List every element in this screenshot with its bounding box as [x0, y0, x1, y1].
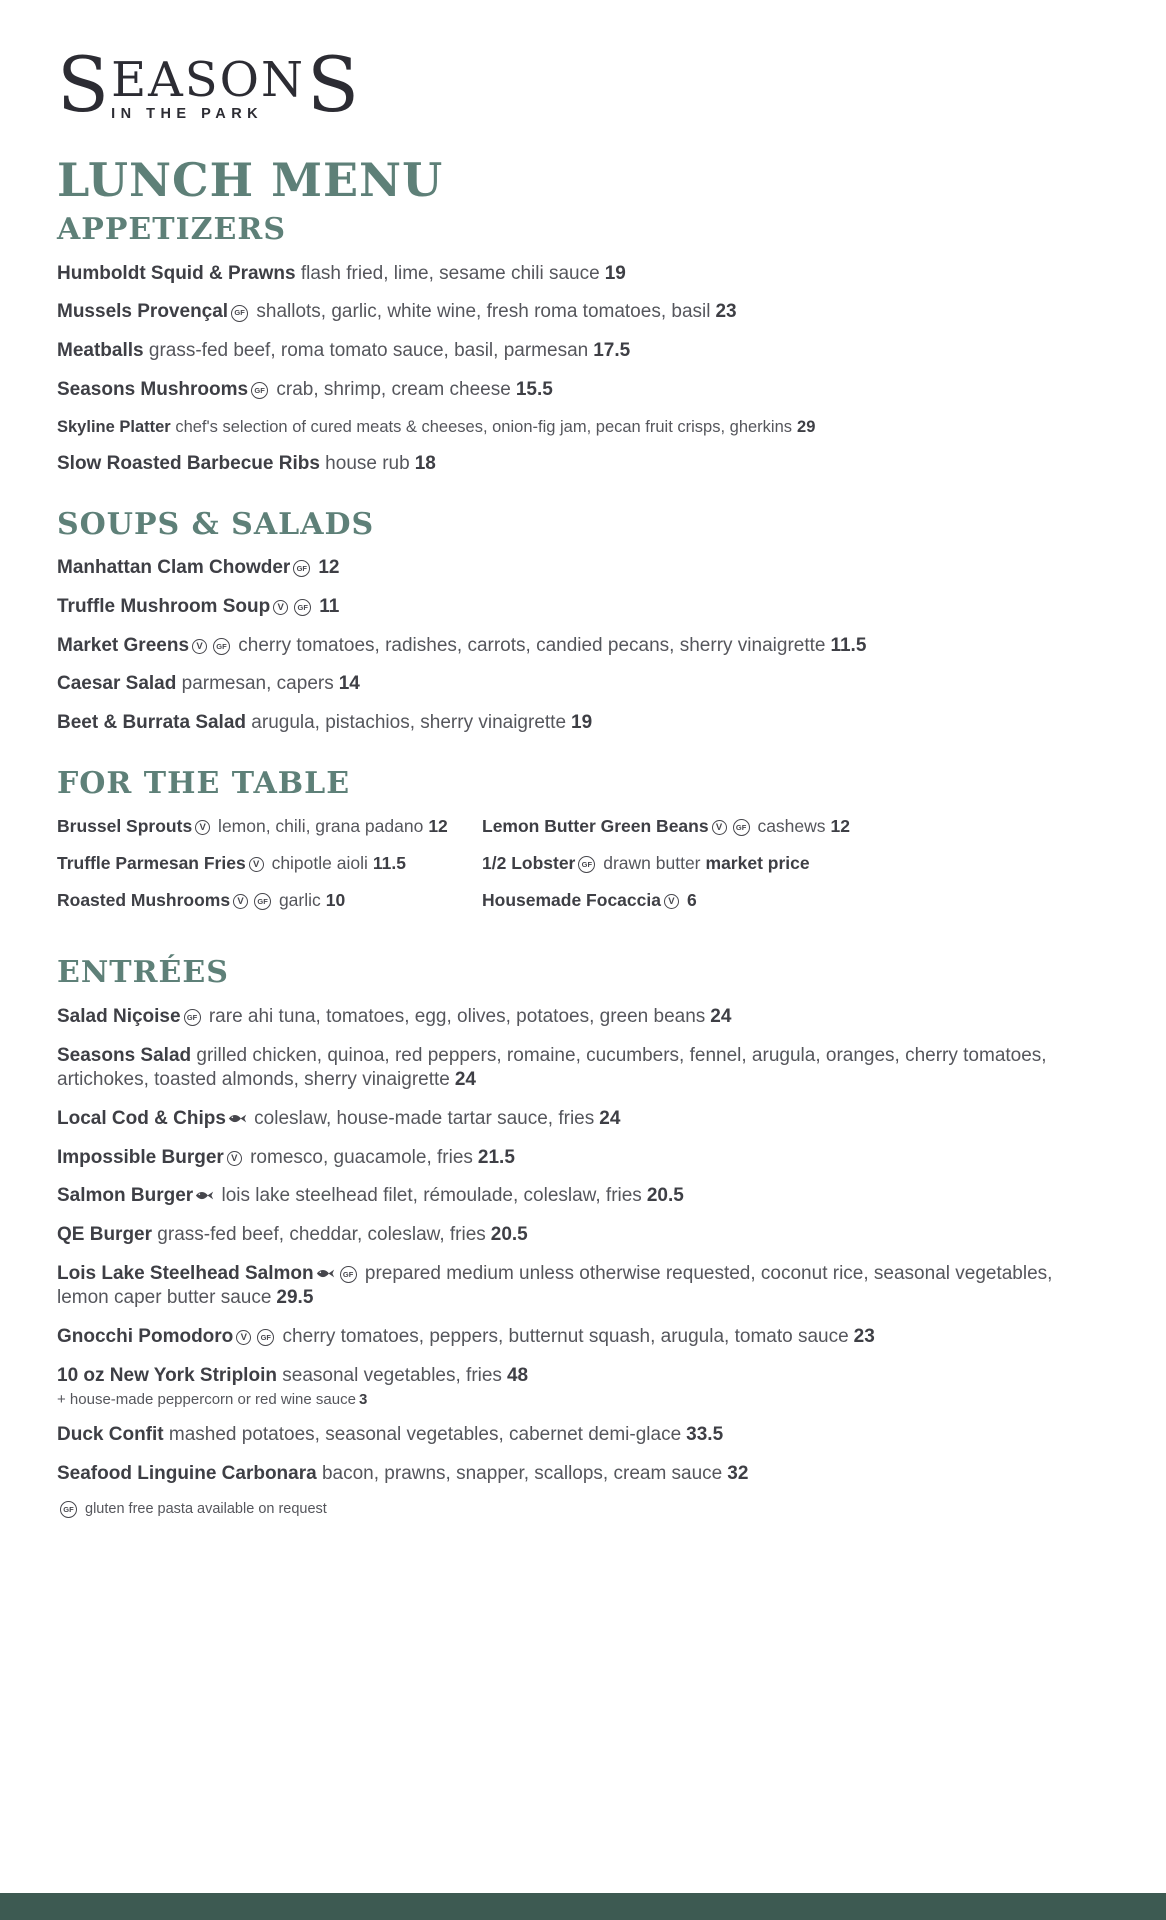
menu-item [57, 1044, 1109, 1093]
item-description: crab, shrimp, cream cheese [271, 378, 511, 400]
section-title: ENTRÉES [57, 955, 229, 991]
item-description: lemon, chili, grana padano [213, 816, 424, 837]
menu-item [57, 1325, 1109, 1350]
item-description: prepared medium unless otherwise requested, coconut rice, seasonal vegetables, lemon caper butter sauce [57, 1262, 1053, 1309]
item-price: 48 [506, 1364, 529, 1386]
item-name: Beet & Burrata Salad [57, 711, 247, 733]
item-price: 12 [830, 816, 850, 837]
menu-item [57, 852, 482, 875]
restaurant-logo [57, 40, 1109, 129]
item-price: 24 [454, 1069, 476, 1091]
item-price: 11 [319, 595, 340, 617]
menu-item [57, 378, 1109, 403]
section-title: FOR THE TABLE [57, 765, 351, 801]
menu-item [57, 711, 1109, 736]
item-note: + house-made peppercorn or red wine sauce 3 [57, 1391, 368, 1409]
item-description: parmesan, capers [176, 673, 334, 695]
item-description: flash fried, lime, sesame chili sauce [295, 262, 600, 284]
item-name: Duck Confit [57, 1424, 164, 1446]
item-description: seasonal vegetables, fries [276, 1364, 502, 1386]
menu-item [57, 300, 1109, 325]
item-name: Manhattan Clam Chowder [57, 557, 291, 579]
item-name: Mussels Provençal [57, 301, 229, 323]
item-name: Local Cod & Chips [57, 1107, 226, 1129]
menu-item [57, 889, 482, 912]
footer-bar [0, 1893, 1166, 1920]
section-items [57, 262, 1109, 477]
item-name: Seasons Salad [57, 1044, 192, 1066]
gluten-free-icon: GF [733, 819, 750, 836]
item-name: Impossible Burger [57, 1146, 224, 1168]
menu-section [57, 765, 1109, 926]
menu-item [57, 1005, 1109, 1030]
menu-section [57, 957, 1109, 1517]
gluten-free-icon: GF [293, 560, 310, 577]
menu-item [57, 1423, 1109, 1448]
item-name: Seafood Linguine Carbonara [57, 1463, 317, 1485]
item-price: 21.5 [477, 1146, 515, 1168]
item-name: Lois Lake Steelhead Salmon [57, 1262, 314, 1284]
item-price: 11.5 [830, 634, 867, 656]
item-price: 29 [797, 417, 816, 436]
menu-section [57, 214, 1109, 476]
vegetarian-icon: V [273, 600, 288, 615]
item-description: drawn butter [598, 852, 701, 873]
gluten-free-icon: GF [60, 1501, 77, 1518]
menu-item [482, 815, 1109, 838]
menu-item [57, 1223, 1109, 1248]
item-description: bacon, prawns, snapper, scallops, cream sauce [316, 1463, 723, 1485]
item-price: 20.5 [646, 1185, 684, 1207]
item-name: Salad Niçoise [57, 1005, 181, 1027]
item-name: Humboldt Squid & Prawns [57, 262, 296, 284]
menu-item [57, 672, 1109, 697]
item-name: Salmon Burger [57, 1185, 194, 1207]
item-description: garlic [274, 889, 321, 910]
item-name: Lemon Butter Green Beans [482, 816, 709, 837]
menu-item [57, 417, 1109, 438]
item-price: 33.5 [686, 1424, 724, 1446]
item-name: Roasted Mushrooms [57, 889, 231, 910]
item-description: romesco, guacamole, fries [244, 1146, 473, 1168]
menu-item [482, 889, 1109, 912]
menu-item [57, 815, 482, 838]
gluten-free-icon: GF [578, 856, 595, 873]
item-description: cherry tomatoes, peppers, butternut squash, arugula, tomato sauce [277, 1326, 849, 1348]
page-title: LUNCH MENU [57, 153, 444, 207]
vegetarian-icon: V [195, 820, 210, 835]
logo-middle-block [109, 52, 307, 122]
menu-item [57, 1262, 1109, 1311]
item-name: 1/2 Lobster [482, 852, 576, 873]
section-footnote [57, 1501, 1109, 1518]
menu-item [482, 852, 1109, 875]
item-name: Truffle Mushroom Soup [57, 595, 271, 617]
menu-item [57, 452, 1109, 477]
item-description: cashews [752, 816, 826, 837]
item-price: 23 [853, 1326, 875, 1348]
gluten-free-icon: GF [340, 1266, 357, 1283]
item-name: QE Burger [57, 1223, 153, 1245]
ocean-wise-icon [195, 1189, 214, 1202]
section-title: APPETIZERS [57, 212, 286, 248]
item-name: Gnocchi Pomodoro [57, 1326, 234, 1348]
item-price: market price [705, 852, 810, 873]
section-items [57, 1005, 1109, 1487]
menu-section [57, 506, 1109, 736]
item-name: Housemade Focaccia [482, 889, 661, 910]
item-description: chipotle aioli [266, 852, 368, 873]
menu-item [57, 1462, 1109, 1487]
logo-letters-middle: EASON [111, 52, 306, 108]
item-description: rare ahi tuna, tomatoes, egg, olives, potatoes, green beans [203, 1005, 706, 1027]
item-description: grilled chicken, quinoa, red peppers, romaine, cucumbers, fennel, arugula, oranges, cherry tomatoes, artichokes, toasted almonds, sherry vinaigrette [57, 1044, 1047, 1091]
vegetarian-icon: V [712, 820, 727, 835]
item-description: arugula, pistachios, sherry vinaigrette [246, 711, 567, 733]
item-price: 19 [571, 711, 593, 733]
item-description: coleslaw, house-made tartar sauce, fries [248, 1107, 595, 1129]
item-name: Seasons Mushrooms [57, 378, 249, 400]
menu-item [57, 1146, 1109, 1171]
gluten-free-icon: GF [231, 305, 248, 322]
item-price: 29.5 [276, 1287, 314, 1309]
item-price: 15.5 [515, 378, 553, 400]
menu-sections [57, 214, 1109, 1518]
menu-item [57, 339, 1109, 364]
item-price: 12 [318, 557, 340, 579]
item-name: Skyline Platter [57, 417, 171, 436]
item-price: 6 [686, 889, 697, 910]
item-description: cherry tomatoes, radishes, carrots, candied pecans, sherry vinaigrette [233, 634, 826, 656]
menu-item [57, 1364, 1109, 1410]
item-name: Brussel Sprouts [57, 816, 193, 837]
item-price: 23 [715, 301, 737, 323]
menu-item [57, 262, 1109, 287]
vegetarian-icon: V [192, 639, 207, 654]
item-name: Caesar Salad [57, 673, 177, 695]
vegetarian-icon: V [236, 1330, 251, 1345]
item-description: grass-fed beef, roma tomato sauce, basil, parmesan [143, 340, 589, 362]
item-description: mashed potatoes, seasonal vegetables, cabernet demi-glace [163, 1424, 682, 1446]
logo-letter-first: S [57, 40, 110, 129]
ocean-wise-icon [316, 1267, 335, 1280]
vegetarian-icon: V [233, 894, 248, 909]
item-name: 10 oz New York Striploin [57, 1364, 277, 1386]
item-name: Slow Roasted Barbecue Ribs [57, 452, 320, 474]
vegetarian-icon: V [227, 1151, 242, 1166]
section-items [57, 815, 1109, 925]
ocean-wise-icon [228, 1112, 247, 1125]
item-price: 20.5 [490, 1223, 528, 1245]
menu-item [57, 1107, 1109, 1132]
menu-item [57, 634, 1109, 659]
item-price: 32 [727, 1463, 749, 1485]
gluten-free-icon: GF [294, 599, 311, 616]
item-description: shallots, garlic, white wine, fresh roma tomatoes, basil [251, 301, 711, 323]
menu-item [57, 556, 1109, 581]
item-price: 24 [599, 1107, 621, 1129]
item-description: grass-fed beef, cheddar, coleslaw, fries [152, 1223, 486, 1245]
footnote-text: gluten free pasta available on request [85, 1501, 327, 1518]
vegetarian-icon: V [249, 857, 264, 872]
menu-item [57, 1184, 1109, 1209]
logo-letter-last: S [307, 40, 360, 129]
menu-item [57, 595, 1109, 620]
item-description: house rub [319, 452, 410, 474]
item-price: 10 [325, 889, 346, 910]
item-name: Market Greens [57, 634, 190, 656]
item-price: 17.5 [593, 340, 631, 362]
item-price: 11.5 [372, 852, 406, 873]
gluten-free-icon: GF [184, 1009, 201, 1026]
gluten-free-icon: GF [251, 382, 268, 399]
section-items [57, 556, 1109, 735]
item-price: 14 [338, 673, 360, 695]
logo-tagline: IN THE PARK [111, 106, 264, 122]
item-note-price: 3 [358, 1391, 368, 1409]
item-description: chef's selection of cured meats & cheeses, onion-fig jam, pecan fruit crisps, gherkins [170, 417, 793, 436]
item-price: 19 [604, 262, 626, 284]
item-description: lois lake steelhead filet, rémoulade, coleslaw, fries [216, 1185, 642, 1207]
item-price: 24 [710, 1005, 732, 1027]
item-price: 18 [414, 452, 436, 474]
gluten-free-icon: GF [254, 893, 271, 910]
gluten-free-icon: GF [213, 638, 230, 655]
vegetarian-icon: V [664, 894, 679, 909]
item-name: Truffle Parmesan Fries [57, 852, 246, 873]
item-price: 12 [428, 816, 448, 837]
gluten-free-icon: GF [257, 1329, 274, 1346]
section-title: SOUPS & SALADS [57, 506, 375, 542]
item-name: Meatballs [57, 340, 144, 362]
